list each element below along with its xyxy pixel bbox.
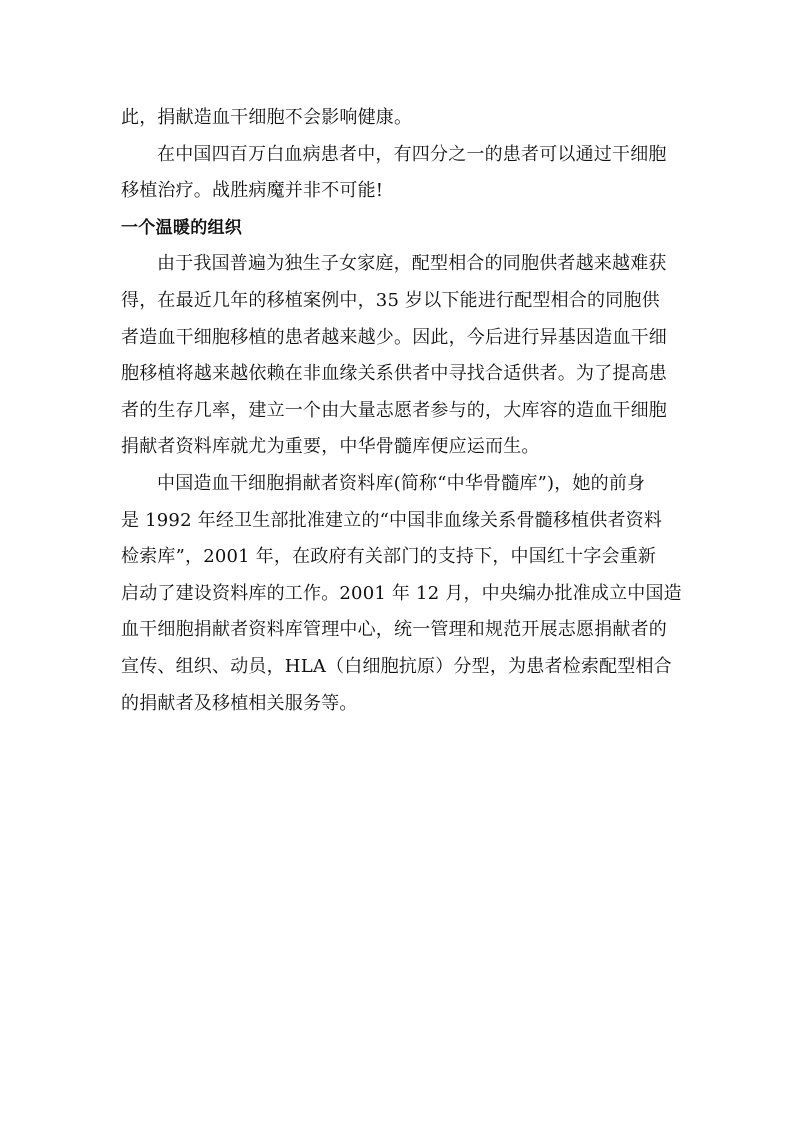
text-line: 者造血干细胞移植的患者越来越少。因此，今后进行异基因造血干细 — [121, 326, 667, 348]
text-line: 是 1992 年经卫生部批准建立的“中国非血缘关系骨髓移植供者资料 — [121, 509, 663, 531]
text-line: 捐献者资料库就尤为重要，中华骨髓库便应运而生。 — [121, 436, 540, 458]
text-line: 由于我国普遍为独生子女家庭，配型相合的同胞供者越来越难获 — [157, 253, 667, 275]
paragraph-sibling-donors — [121, 246, 693, 466]
text-line: 胞移植将越来越依赖在非血缘关系供者中寻找合适供者。为了提高患 — [121, 363, 667, 385]
text-line: 此，捐献造血干细胞不会影响健康。 — [121, 107, 413, 128]
document-body — [121, 100, 693, 722]
text-line: 得，在最近几年的移植案例中，35 岁以下能进行配型相合的同胞供 — [121, 289, 660, 311]
text-line: 在中国四百万白血病患者中，有四分之一的患者可以通过干细胞 — [157, 143, 667, 165]
section-heading: 一个温暖的组织 — [121, 217, 243, 238]
text-line: 的捐献者及移植相关服务等。 — [121, 692, 358, 714]
paragraph-leukemia-patients — [121, 137, 693, 210]
continuation-text — [121, 100, 693, 137]
text-line: 血干细胞捐献者资料库管理中心，统一管理和规范开展志愿捐献者的 — [121, 619, 667, 641]
text-line: 宣传、组织、动员，HLA（白细胞抗原）分型，为患者检索配型相合 — [121, 655, 672, 677]
text-line: 者的生存几率，建立一个由大量志愿者参与的，大库容的造血干细胞 — [121, 399, 667, 421]
paragraph-marrow-registry — [121, 466, 693, 722]
text-line: 移植治疗。战胜病魔并非不可能! — [121, 180, 384, 202]
text-line: 中国造血干细胞捐献者资料库(简称“中华骨髓库”)，她的前身 — [157, 472, 646, 494]
text-line: 检索库”，2001 年，在政府有关部门的支持下，中国红十字会重新 — [121, 546, 657, 568]
text-line: 启动了建设资料库的工作。2001 年 12 月，中央编办批准成立中国造 — [121, 582, 682, 604]
